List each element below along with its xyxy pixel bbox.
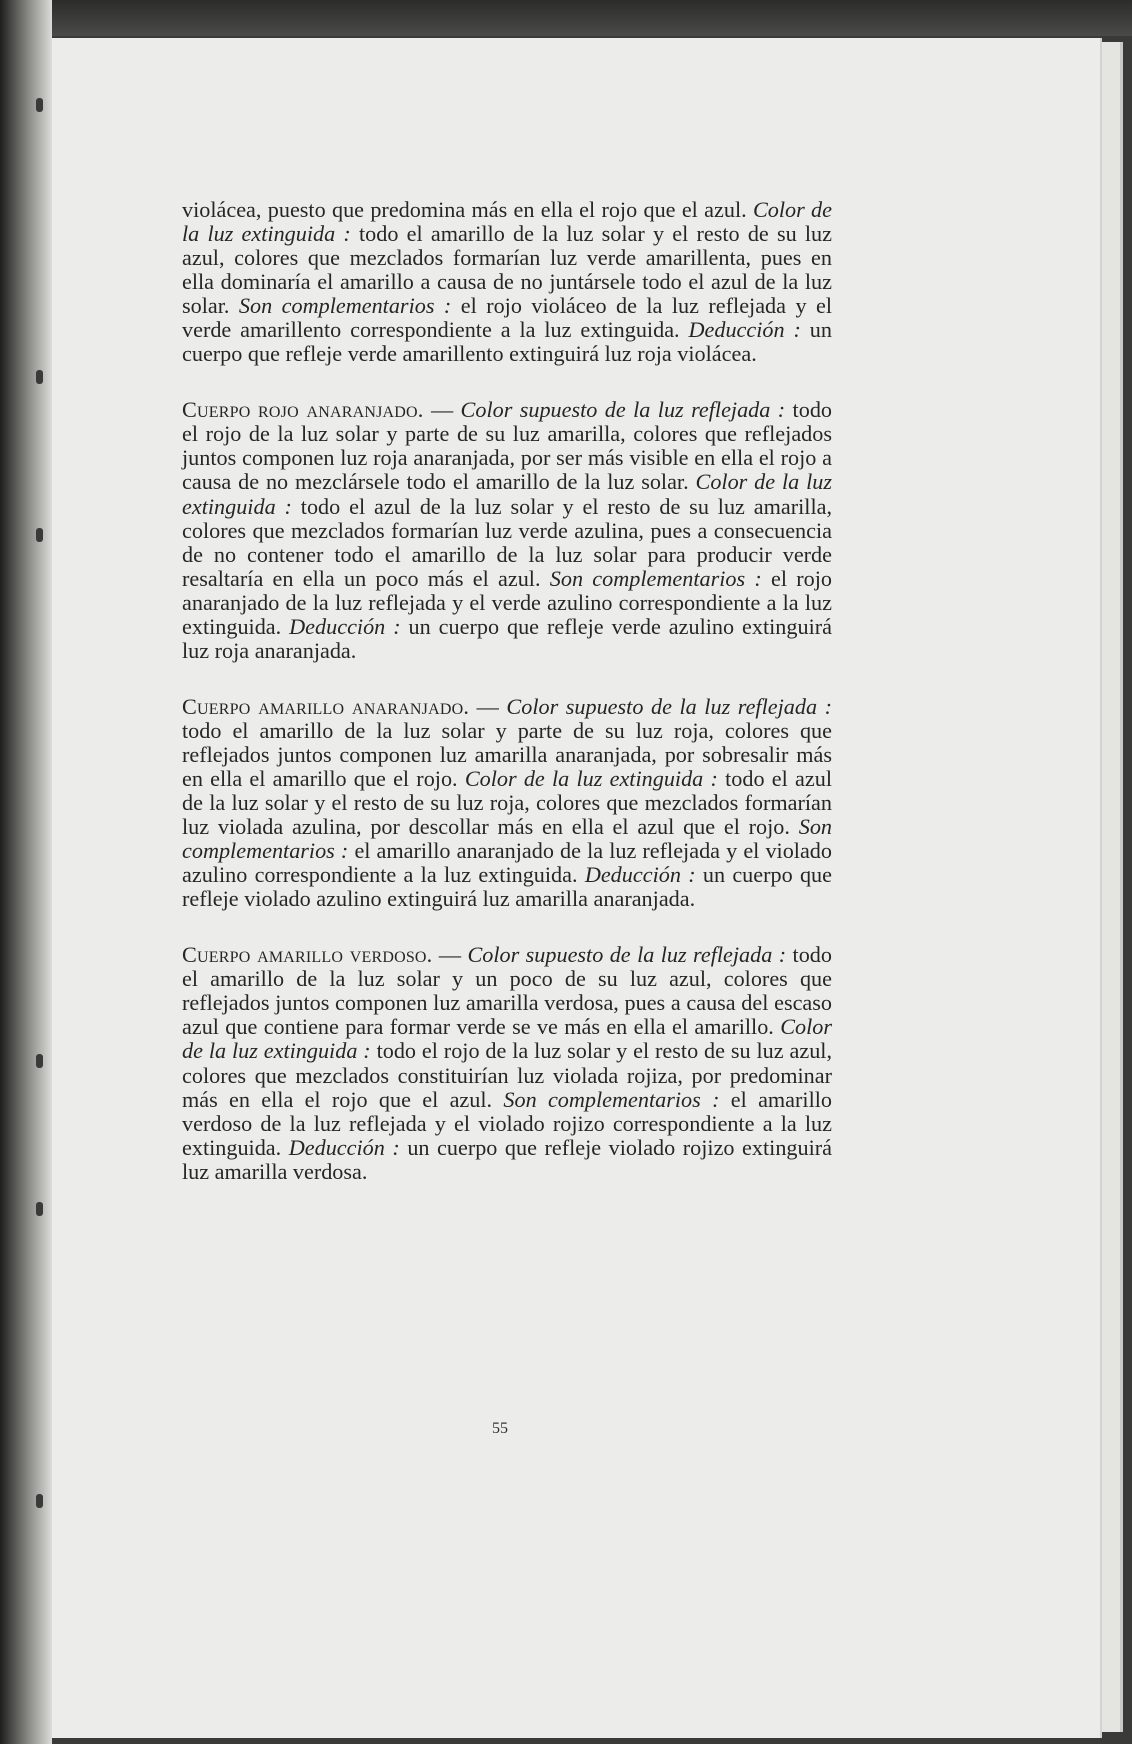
text-run: todo el rojo de la luz solar y el resto de su luz azul, colores que mezclados constituirían luz violada rojiza, por predominar más en ella el rojo que el azul. bbox=[182, 1038, 832, 1112]
italic-term: Son complementarios : bbox=[549, 565, 762, 591]
text-run: un cuerpo que refleje verde amarillento extinguirá luz roja violácea. bbox=[182, 317, 832, 367]
italic-term: Color supuesto de la luz reflejada : bbox=[506, 693, 832, 719]
italic-term: Son complementarios : bbox=[238, 293, 452, 319]
binding-mark bbox=[36, 370, 43, 384]
italic-term: Son complementarios : bbox=[503, 1086, 720, 1112]
section-heading: Cuerpo amarillo verdoso. bbox=[182, 942, 433, 968]
binding-mark bbox=[36, 528, 43, 542]
text-run: el amarillo verdoso de la luz reflejada y el violado rojizo correspondiente a la luz extinguida. bbox=[182, 1086, 832, 1160]
italic-term: Deducción : bbox=[584, 862, 696, 888]
text-run: — bbox=[423, 397, 461, 423]
paragraph bbox=[182, 695, 832, 911]
binding-mark bbox=[36, 1494, 43, 1508]
text-run: un cuerpo que refleje violado azulino extinguirá luz amarilla anaranjada. bbox=[182, 862, 833, 912]
binding-mark bbox=[36, 1054, 43, 1068]
text-run: el rojo violáceo de la luz reflejada y el verde amarillento correspondiente a la luz extinguida. bbox=[182, 293, 832, 343]
section-heading: Cuerpo rojo anaranjado. bbox=[182, 397, 424, 423]
italic-term: Color de la luz extinguida : bbox=[182, 1014, 832, 1064]
paragraph bbox=[182, 198, 832, 366]
italic-term: Deducción : bbox=[688, 317, 801, 343]
section-heading: Cuerpo amarillo anaranjado. bbox=[182, 693, 470, 719]
text-run: el rojo anaranjado de la luz reflejada y el verde azulino correspondiente a la luz extinguida. bbox=[182, 565, 832, 639]
text-run: todo el azul de la luz solar y el resto de su luz amarilla, colores que mezclados formarían luz verde azulina, pues a consecuencia de no contener todo el amarillo de la luz solar para producir verde resaltaría en ella un poco más el azul. bbox=[182, 493, 832, 591]
text-run: todo el amarillo de la luz solar y un poco de su luz azul, colores que reflejados juntos componen luz amarilla verdosa, pues a causa del escaso azul que contiene para formar verde se ve más en ella el amarillo. bbox=[182, 942, 832, 1040]
italic-term: Deducción : bbox=[289, 613, 401, 639]
binding-mark bbox=[36, 98, 43, 112]
binding-gutter bbox=[0, 0, 52, 1744]
page-number: 55 bbox=[492, 1420, 508, 1437]
text-run: violácea, puesto que predomina más en ella el rojo que el azul. bbox=[182, 197, 753, 222]
italic-term: Son complementarios : bbox=[182, 814, 832, 864]
body-text bbox=[182, 198, 832, 1184]
text-run: todo el amarillo de la luz solar y el resto de su luz azul, colores que mezclados formarían luz verde amarillenta, pues en ella dominaría el amarillo a causa de no juntársele todo el azul de la luz solar. bbox=[182, 221, 833, 319]
paragraph bbox=[182, 398, 832, 663]
binding-mark bbox=[36, 1202, 43, 1216]
italic-term: Deducción : bbox=[288, 1134, 400, 1160]
italic-term: Color de la luz extinguida : bbox=[182, 197, 832, 247]
text-run: — bbox=[469, 693, 507, 719]
text-run: un cuerpo que refleje violado rojizo extinguirá luz amarilla verdosa. bbox=[182, 1134, 832, 1184]
italic-term: Color de la luz extinguida : bbox=[464, 765, 718, 791]
italic-term: Color supuesto de la luz reflejada : bbox=[467, 942, 787, 968]
text-run: el amarillo anaranjado de la luz reflejada y el violado azulino correspondiente a la luz extinguida. bbox=[182, 838, 832, 888]
text-run: todo el azul de la luz solar y el resto de su luz roja, colores que mezclados formarían luz violada azulina, por descollar más en ella el azul que el rojo. bbox=[182, 765, 832, 840]
text-run: un cuerpo que refleje verde azulino extinguirá luz roja anaranjada. bbox=[182, 613, 832, 663]
text-run: todo el rojo de la luz solar y parte de su luz amarilla, colores que reflejados juntos componen luz roja anaranjada, por ser más visible en ella el rojo a causa de no mezclársele todo el amarillo de la luz solar. bbox=[182, 397, 833, 495]
italic-term: Color supuesto de la luz reflejada : bbox=[460, 397, 786, 423]
italic-term: Color de la luz extinguida : bbox=[182, 469, 832, 519]
paragraph bbox=[182, 943, 832, 1183]
scan-top-edge bbox=[0, 0, 1132, 36]
text-run: todo el amarillo de la luz solar y parte de su luz roja, colores que reflejados juntos componen luz amarilla anaranjada, por sobresalir más en ella el amarillo que el rojo. bbox=[182, 717, 832, 791]
text-run: — bbox=[432, 942, 468, 968]
